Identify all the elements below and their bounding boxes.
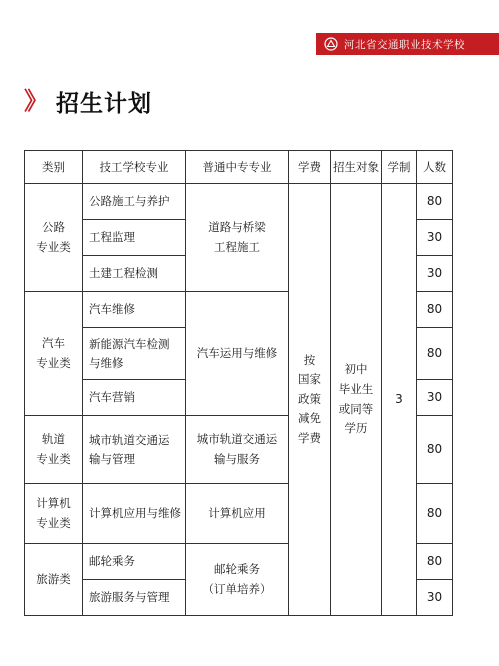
count-cell: 30	[417, 580, 453, 616]
technical-major-cell: 公路施工与养护	[83, 184, 186, 220]
technical-major-cell: 邮轮乘务	[83, 544, 186, 580]
category-cell: 轨道 专业类	[25, 416, 83, 484]
count-cell: 80	[417, 328, 453, 380]
page-title: 招生计划	[56, 90, 152, 117]
vocational-major-cell: 道路与桥梁 工程施工	[186, 184, 289, 292]
enrollment-plan-table	[24, 150, 453, 616]
table-header-row	[25, 151, 453, 184]
technical-major-cell: 新能源汽车检测 与维修	[83, 328, 186, 380]
count-cell: 30	[417, 380, 453, 416]
header-duration: 学制	[382, 151, 417, 184]
technical-major-cell: 旅游服务与管理	[83, 580, 186, 616]
technical-major-cell: 工程监理	[83, 220, 186, 256]
count-cell: 80	[417, 184, 453, 220]
technical-major-cell: 城市轨道交通运 输与管理	[83, 416, 186, 484]
school-banner	[316, 33, 499, 55]
technical-major-cell: 土建工程检测	[83, 256, 186, 292]
count-cell: 30	[417, 256, 453, 292]
header-technical-major: 技工学校专业	[83, 151, 186, 184]
count-cell: 80	[417, 484, 453, 544]
school-logo-icon	[324, 37, 338, 51]
count-cell: 80	[417, 416, 453, 484]
category-cell: 旅游类	[25, 544, 83, 616]
header-count: 人数	[417, 151, 453, 184]
vocational-major-cell: 计算机应用	[186, 484, 289, 544]
target-cell: 初中 毕业生 或同等 学历	[331, 184, 382, 616]
section-marker: 》	[24, 87, 48, 115]
vocational-major-cell: 邮轮乘务 （订单培养）	[186, 544, 289, 616]
header-vocational-major: 普通中专专业	[186, 151, 289, 184]
tuition-cell: 按 国家 政策 减免 学费	[289, 184, 331, 616]
table-body	[25, 184, 453, 616]
vocational-major-cell: 城市轨道交通运 输与服务	[186, 416, 289, 484]
category-cell: 汽车 专业类	[25, 292, 83, 416]
vocational-major-cell: 汽车运用与维修	[186, 292, 289, 416]
table-row	[25, 184, 453, 220]
count-cell: 30	[417, 220, 453, 256]
count-cell: 80	[417, 544, 453, 580]
count-cell: 80	[417, 292, 453, 328]
technical-major-cell: 汽车维修	[83, 292, 186, 328]
technical-major-cell: 汽车营销	[83, 380, 186, 416]
header-target: 招生对象	[331, 151, 382, 184]
category-cell: 计算机 专业类	[25, 484, 83, 544]
header-tuition: 学费	[289, 151, 331, 184]
duration-cell: 3	[382, 184, 417, 616]
school-name: 河北省交通职业技术学校	[344, 38, 465, 51]
technical-major-cell: 计算机应用与维修	[83, 484, 186, 544]
header-category: 类别	[25, 151, 83, 184]
section-heading	[24, 86, 152, 116]
category-cell: 公路 专业类	[25, 184, 83, 292]
